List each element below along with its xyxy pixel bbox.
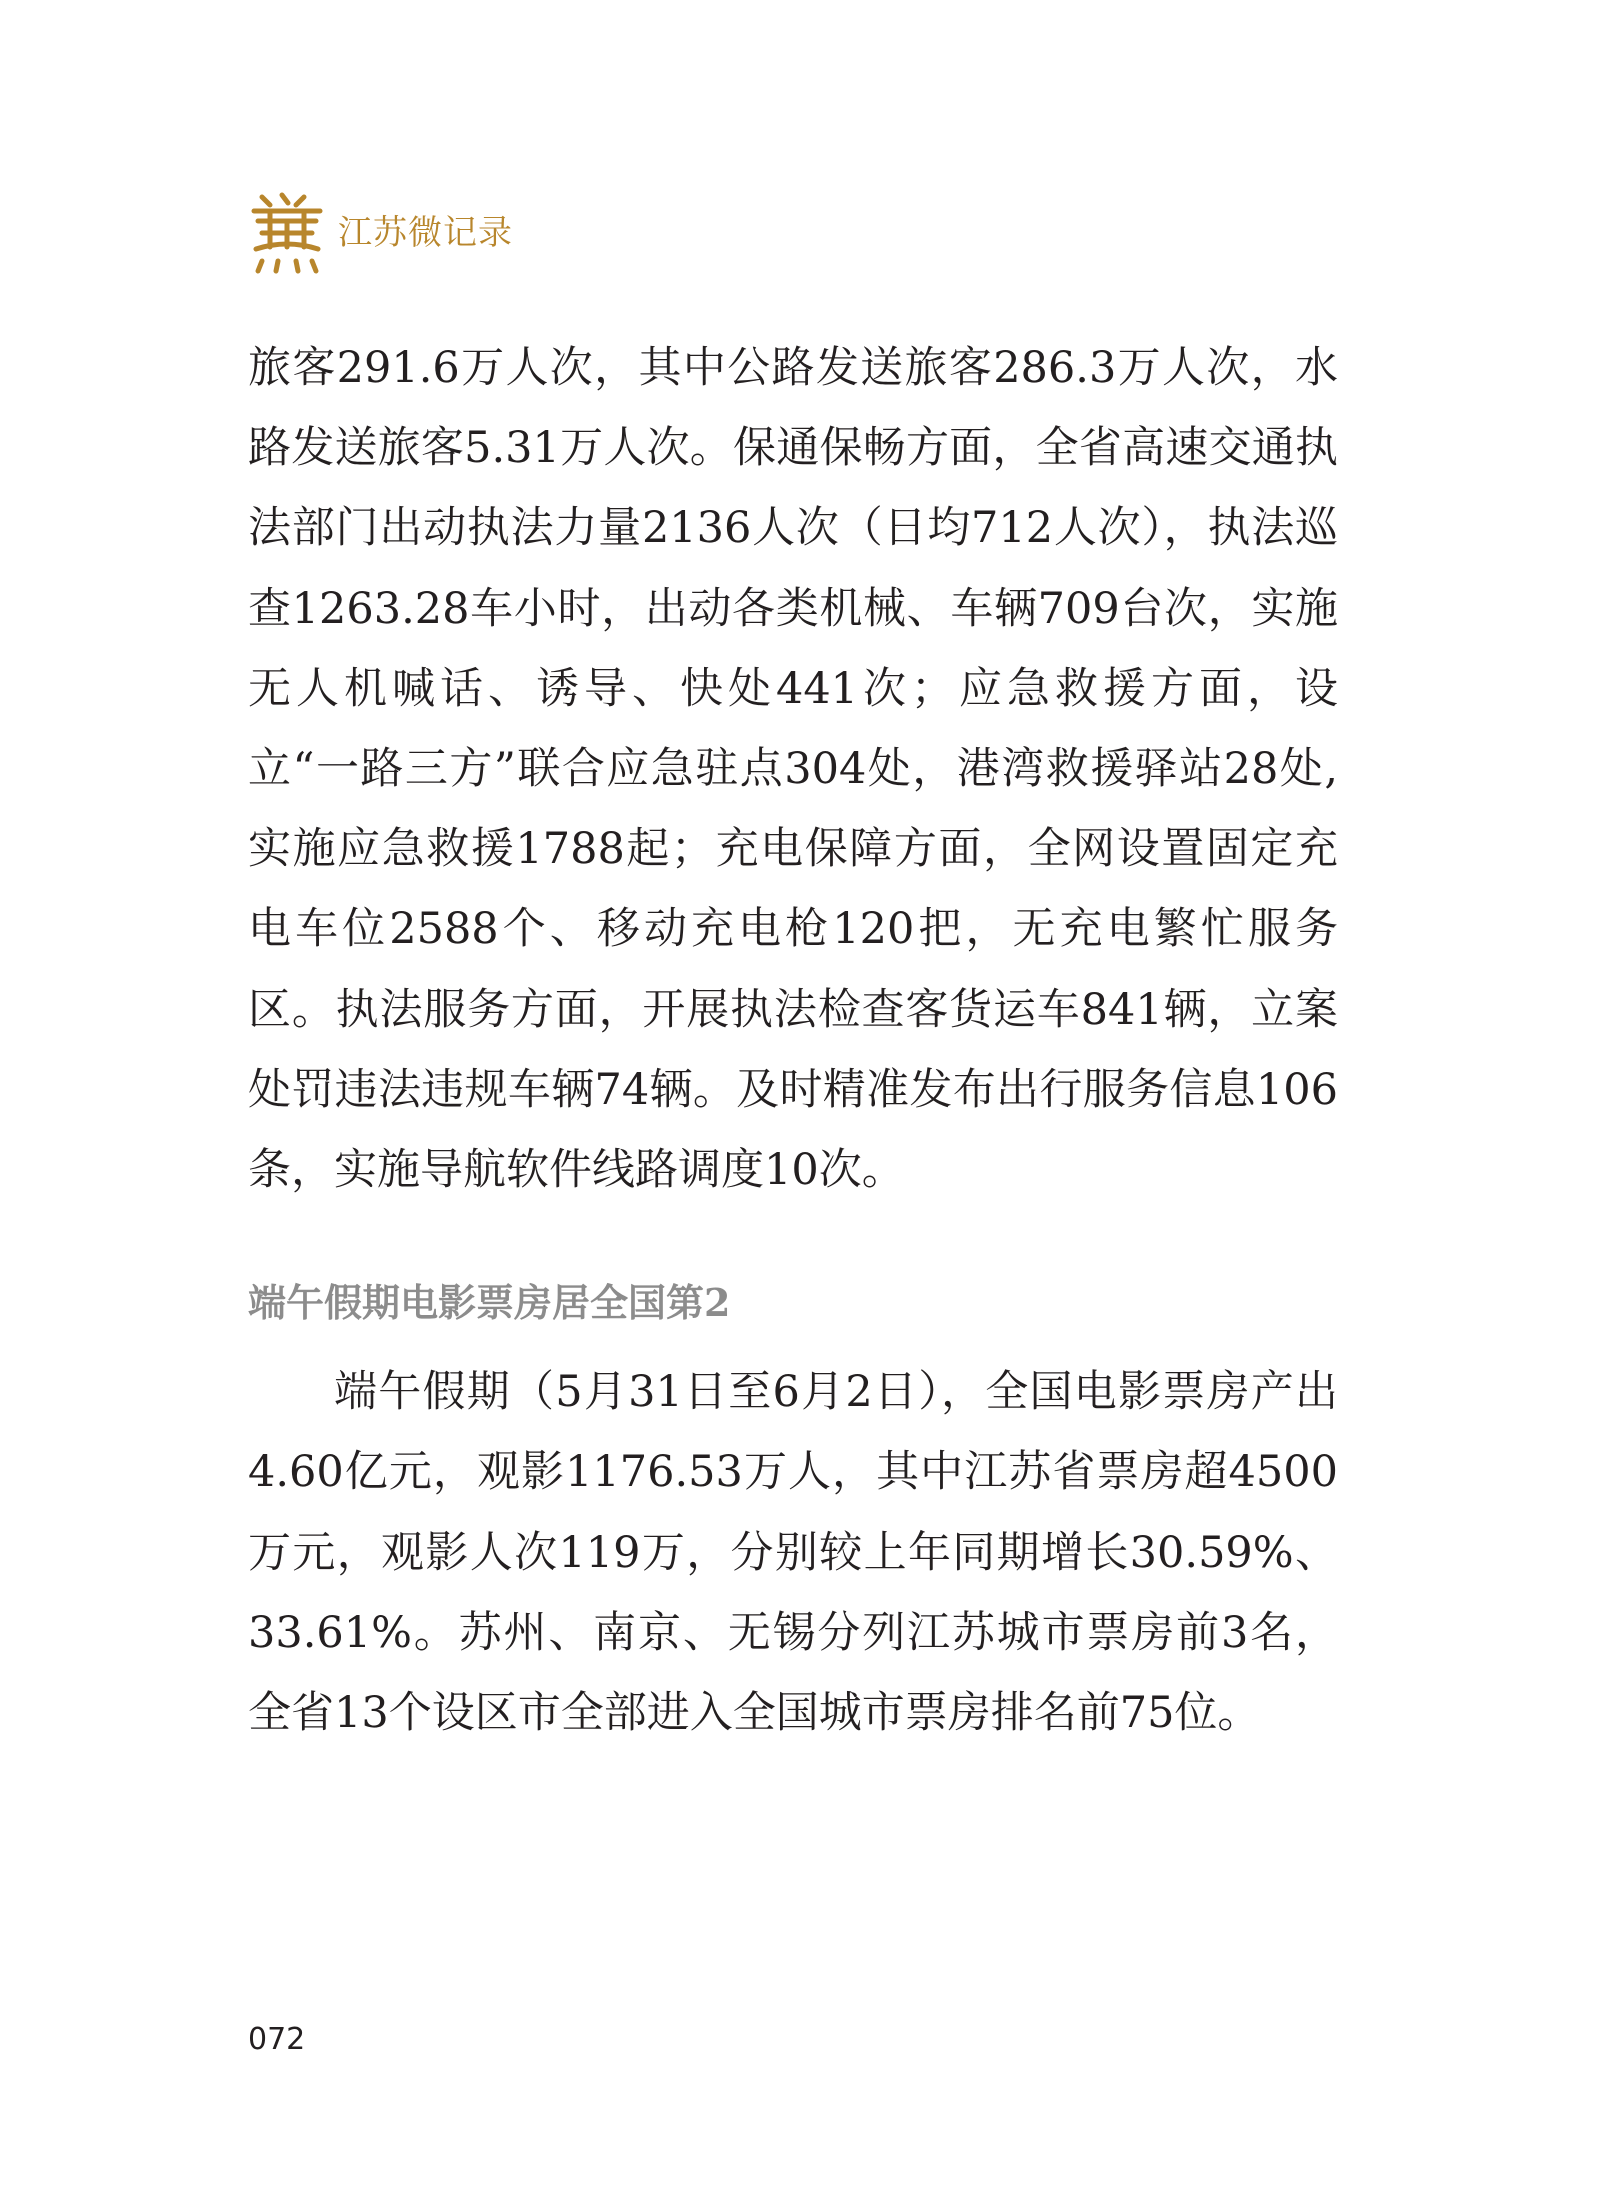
page-header <box>248 188 513 278</box>
page-number: 072 <box>248 2022 306 2057</box>
intro-paragraph: 旅客291.6万人次，其中公路发送旅客286.3万人次，水路发送旅客5.31万人次。保通保畅方面，全省高速交通执法部门出动执法力量2136人次（日均712人次），执法巡查1263.28车小时，出动各类机械、车辆709台次，实施无人机喊话、诱导、快处441次；应急救援方面，设立“一路三方”联合应急驻点304处，港湾救援驿站28处,实施应急救援1788起；充电保障方面，全网设置固定充电车位2588个、移动充电枪120把，无充电繁忙服务区。执法服务方面，开展执法检查客货运车841辆，立案处罚违法违规车辆74辆。及时精准发布出行服务信息106条，实施导航软件线路调度10次。 <box>248 343 1338 1196</box>
book-series-title: 江苏微记录 <box>338 213 513 253</box>
section-heading: 端午假期电影票房居全国第2 <box>248 1280 731 1326</box>
bamboo-emblem-icon <box>248 189 326 277</box>
main-content <box>248 328 1338 1753</box>
section-paragraph: 端午假期（5月31日至6月2日），全国电影票房产出4.60亿元，观影1176.53万人，其中江苏省票房超4500万元，观影人次119万，分别较上年同期增长30.59%、33.61%。苏州、南京、无锡分列江苏城市票房前3名，全省13个设区市全部进入全国城市票房排名前75位。 <box>248 1367 1338 1739</box>
